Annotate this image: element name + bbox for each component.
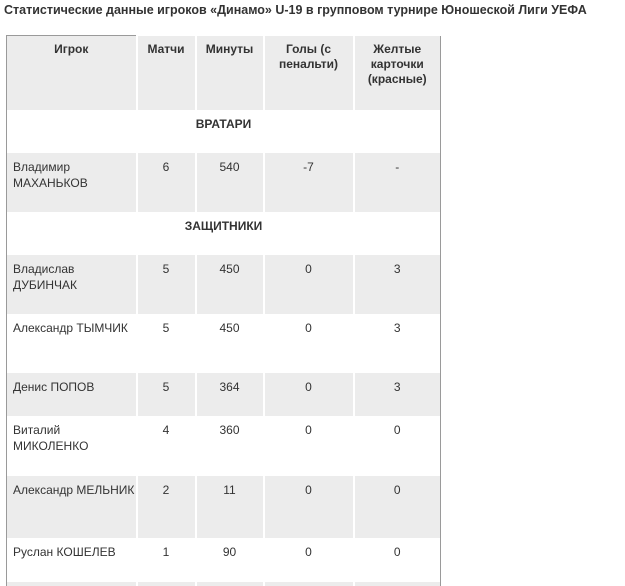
table-row bbox=[7, 373, 441, 416]
matches-cell: 6 bbox=[137, 153, 196, 212]
player-name: Денис ПОПОВ bbox=[7, 373, 137, 416]
column-header-player: Игрок bbox=[7, 36, 137, 110]
player-name: Виталий МИКОЛЕНКО bbox=[7, 416, 137, 476]
section-row-defenders bbox=[7, 212, 441, 255]
table-row bbox=[7, 476, 441, 538]
matches-cell: 5 bbox=[137, 255, 196, 314]
cards-cell: - bbox=[354, 153, 441, 212]
table-header-row bbox=[7, 36, 441, 110]
player-name: Владимир МАХАНЬКОВ bbox=[7, 153, 137, 212]
matches-cell: 5 bbox=[137, 373, 196, 416]
player-stats-table bbox=[6, 35, 441, 586]
minutes-cell: 11 bbox=[196, 476, 264, 538]
table-row bbox=[7, 153, 441, 212]
goals-cell: 0 bbox=[264, 373, 354, 416]
goals-cell: 0 bbox=[264, 476, 354, 538]
matches-cell: 5 bbox=[137, 314, 196, 373]
player-name: Александр МЕЛЬНИК bbox=[7, 476, 137, 538]
cards-cell: 0 bbox=[354, 538, 441, 582]
player-name: Владислав ДУБИНЧАК bbox=[7, 255, 137, 314]
matches-cell: 4 bbox=[137, 416, 196, 476]
cards-cell: 3 bbox=[354, 373, 441, 416]
minutes-cell: 450 bbox=[196, 255, 264, 314]
table-row bbox=[7, 538, 441, 582]
table-row bbox=[7, 314, 441, 373]
section-title-defenders: ЗАЩИТНИКИ bbox=[7, 212, 441, 255]
player-name: Александр ТЫМЧИК bbox=[7, 314, 137, 373]
minutes-cell: 90 bbox=[196, 538, 264, 582]
cards-cell: 0 bbox=[354, 476, 441, 538]
cards-cell: 0 bbox=[354, 416, 441, 476]
section-row-goalkeepers bbox=[7, 110, 441, 153]
minutes-cell: 450 bbox=[196, 314, 264, 373]
minutes-cell: 540 bbox=[196, 153, 264, 212]
goals-cell: 0 bbox=[264, 538, 354, 582]
goals-cell: 0 bbox=[264, 314, 354, 373]
cards-cell: 3 bbox=[354, 255, 441, 314]
page-title: Статистические данные игроков «Динамо» U-19 в групповом турнире Юношеской Лиги УЕФА bbox=[4, 3, 587, 17]
goals-cell: 0 bbox=[264, 416, 354, 476]
table-row-cutoff bbox=[7, 582, 441, 586]
cards-cell: 3 bbox=[354, 314, 441, 373]
column-header-goals: Голы (с пенальти) bbox=[264, 36, 354, 110]
column-header-matches: Матчи bbox=[137, 36, 196, 110]
matches-cell: 2 bbox=[137, 476, 196, 538]
matches-cell: 1 bbox=[137, 538, 196, 582]
column-header-cards: Желтые карточки (красные) bbox=[354, 36, 441, 110]
column-header-minutes: Минуты bbox=[196, 36, 264, 110]
goals-cell: 0 bbox=[264, 255, 354, 314]
table-row bbox=[7, 255, 441, 314]
player-name: Руслан КОШЕЛЕВ bbox=[7, 538, 137, 582]
minutes-cell: 364 bbox=[196, 373, 264, 416]
goals-cell: -7 bbox=[264, 153, 354, 212]
minutes-cell: 360 bbox=[196, 416, 264, 476]
table-row bbox=[7, 416, 441, 476]
section-title-goalkeepers: ВРАТАРИ bbox=[7, 110, 441, 153]
